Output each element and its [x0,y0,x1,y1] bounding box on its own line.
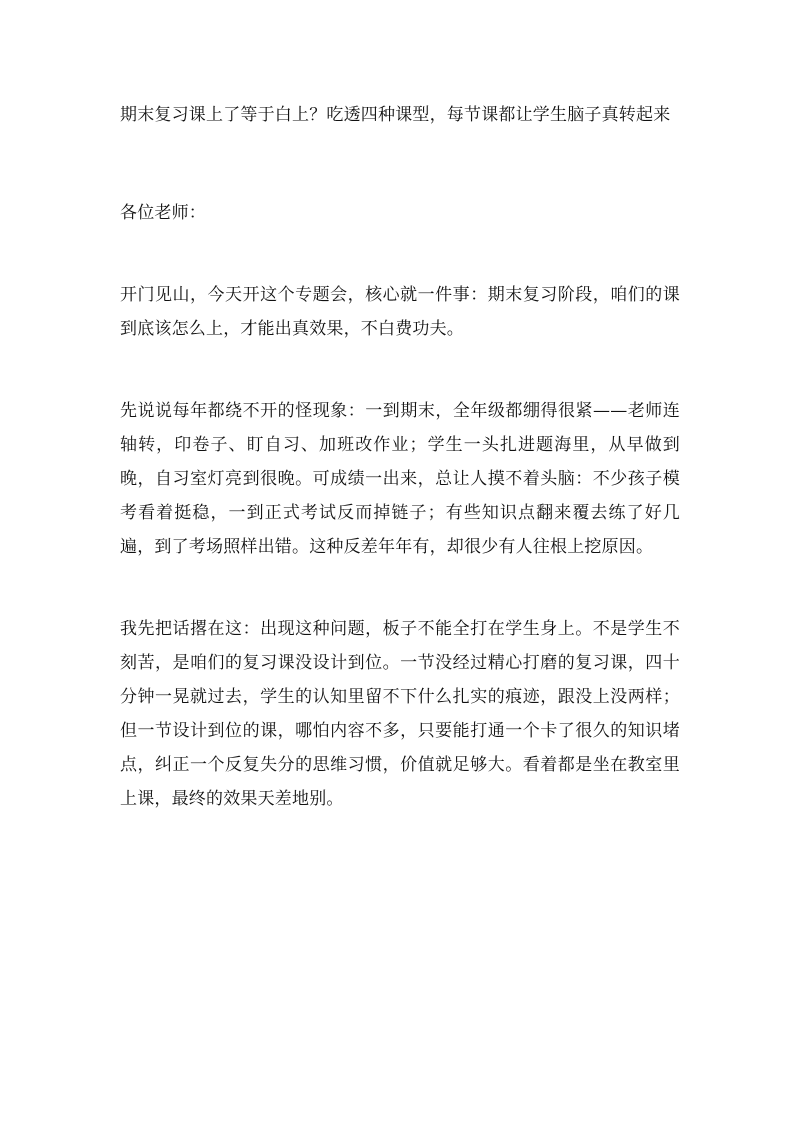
paragraph-2: 先说说每年都绕不开的怪现象：一到期末，全年级都绷得很紧——老师连轴转，印卷子、盯自习、加班改作业；学生一头扎进题海里，从早做到晚，自习室灯亮到很晚。可成绩一出来，总让人摸不着头脑：不少孩子模考看着挺稳，一到正式考试反而掉链子；有些知识点翻来覆去练了好几遍，到了考场照样出错。这种反差年年有，却很少有人往根上挖原因。 [120,401,680,557]
document-title: 期末复习课上了等于白上？吃透四种课型，每节课都让学生脑子真转起来 [120,105,671,125]
paragraph-3: 我先把话撂在这：出现这种问题，板子不能全打在学生身上。不是学生不刻苦，是咱们的复习课没设计到位。一节没经过精心打磨的复习课，四十分钟一晃就过去，学生的认知里留不下什么扎实的痕迹，跟没上没两样；但一节设计到位的课，哪怕内容不多，只要能打通一个卡了很久的知识堵点，纠正一个反复失分的思维习惯，价值就足够大。看着都是坐在教室里上课，最终的效果天差地别。 [120,619,680,809]
document-body [120,98,680,864]
salutation: 各位老师： [120,203,206,223]
paragraph-1: 开门见山，今天开这个专题会，核心就一件事：期末复习阶段，咱们的课到底该怎么上，才能出真效果，不白费功夫。 [120,285,680,339]
